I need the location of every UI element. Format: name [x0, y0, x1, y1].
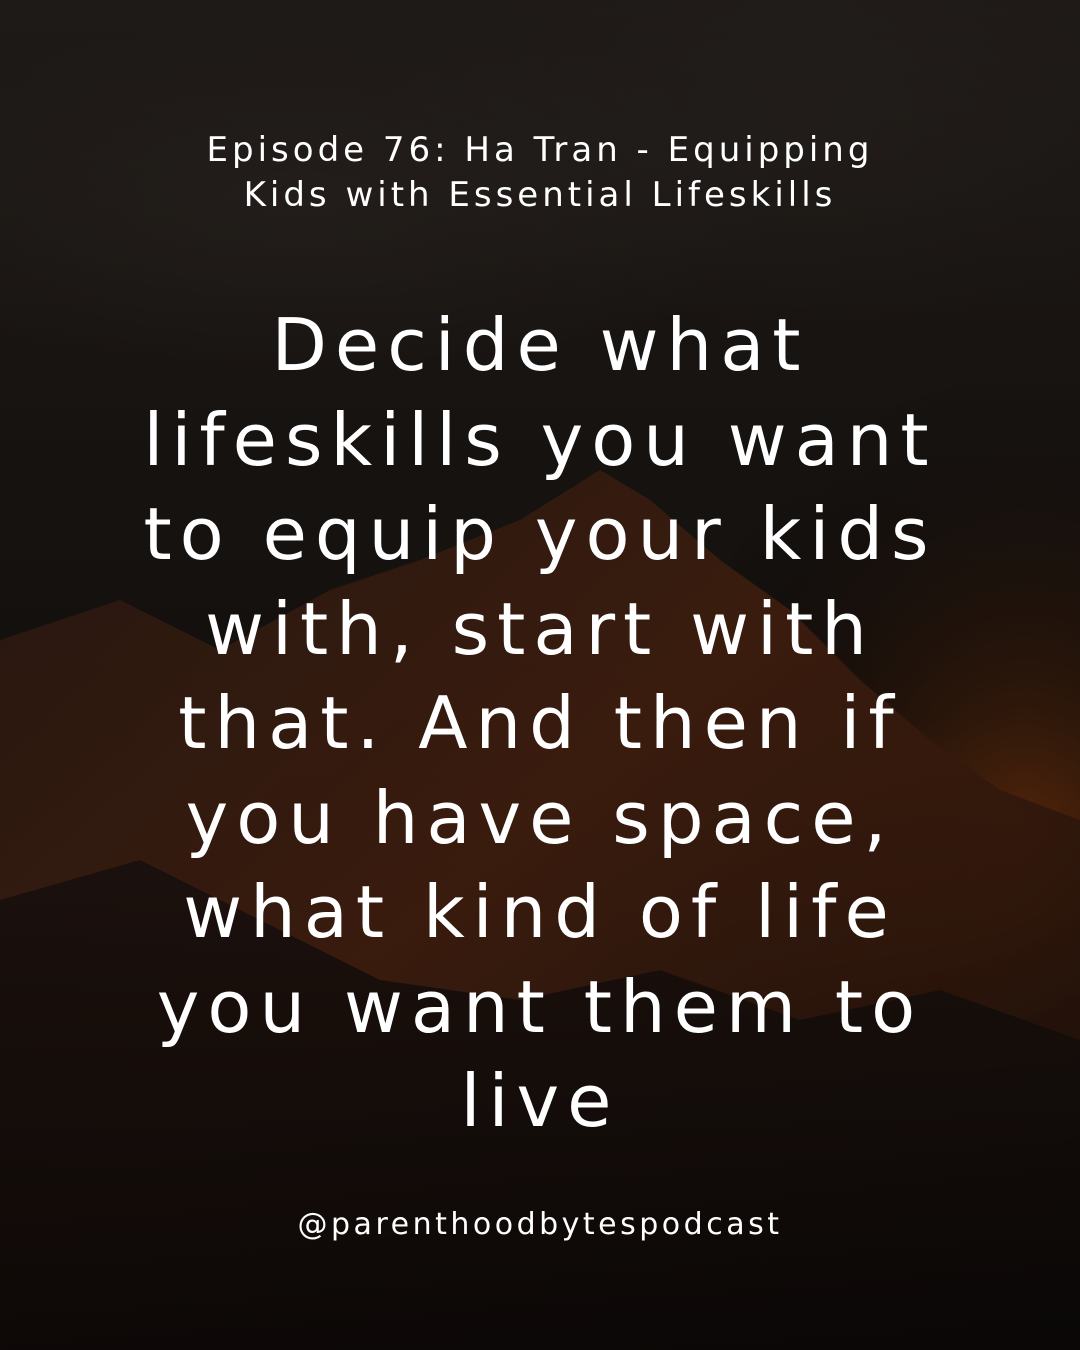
quote-line: you want them to — [156, 964, 924, 1049]
quote-line: lifeskills you want — [143, 397, 937, 482]
quote-line: what kind of life — [183, 870, 897, 954]
quote-line: to equip your kids — [143, 492, 937, 576]
episode-title-line: Episode 76: Ha Tran - Equipping — [206, 130, 874, 170]
quote-line: with, start with — [205, 586, 875, 671]
quote-line: that. And then if — [178, 681, 902, 765]
quote-line: live — [460, 1059, 620, 1143]
episode-title — [0, 128, 1080, 218]
quote-line: Decide what — [271, 303, 809, 387]
quote-text — [0, 298, 1080, 1149]
social-handle: @parenthoodbytespodcast — [297, 1207, 783, 1242]
episode-title-line: Kids with Essential Lifeskills — [243, 175, 837, 215]
quote-line: you have space, — [185, 775, 895, 860]
